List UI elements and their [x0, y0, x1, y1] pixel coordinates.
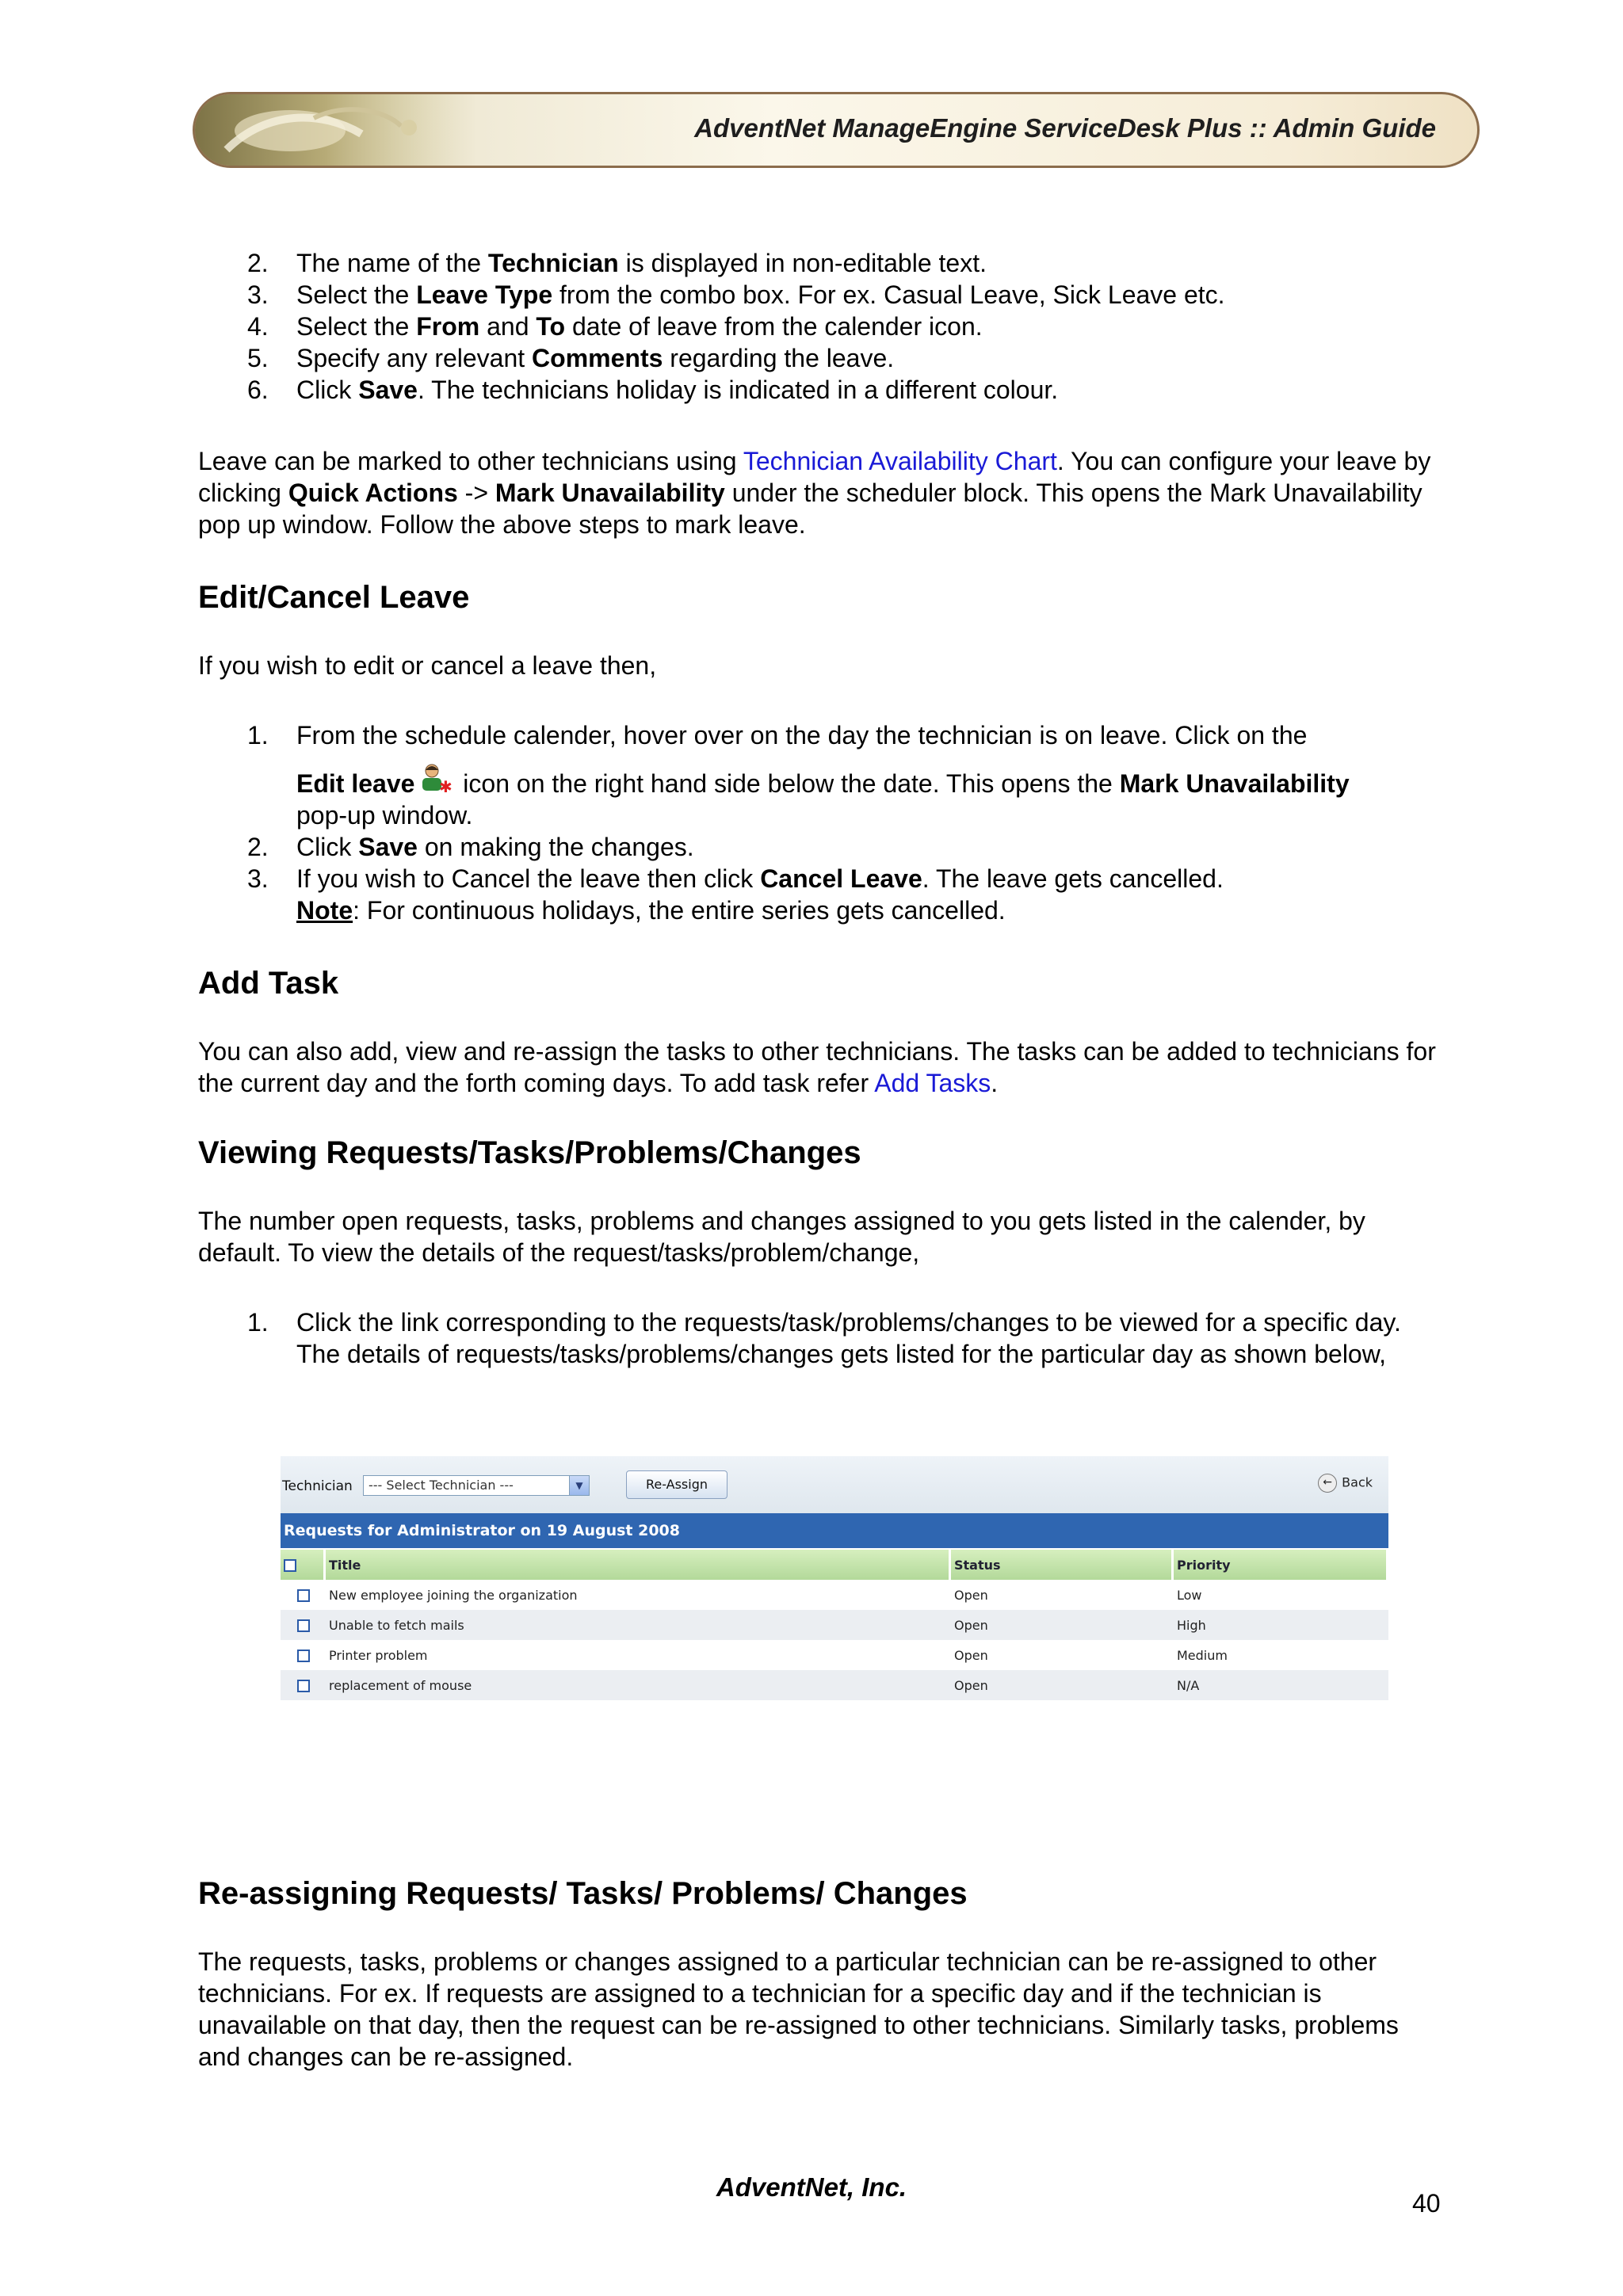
list-item: 4. Select the From and To date of leave from the calender icon.: [247, 312, 983, 341]
request-title[interactable]: Printer problem: [329, 1647, 428, 1663]
svg-text:✱: ✱: [439, 777, 453, 795]
edit-cancel-leave-heading: Edit/Cancel Leave: [198, 580, 470, 615]
request-priority: Medium: [1177, 1647, 1228, 1663]
request-status: Open: [954, 1587, 988, 1603]
request-status: Open: [954, 1647, 988, 1663]
add-task-paragraph: You can also add, view and re-assign the tasks to other technicians. The tasks can be added to technicians for the current day and the forth coming days. To add task refer Add Tasks.: [198, 1037, 1436, 1097]
request-title[interactable]: replacement of mouse: [326, 1670, 951, 1700]
requests-title-bar: Requests for Administrator on 19 August 2008: [281, 1513, 1388, 1548]
viewing-intro: The number open requests, tasks, problems and changes assigned to you gets listed in the calender, by default. To view the details of the request/tasks/problem/change,: [198, 1207, 1365, 1267]
add-task-heading: Add Task: [198, 966, 339, 1001]
request-title[interactable]: New employee joining the organization: [329, 1587, 578, 1603]
request-status: Open: [951, 1610, 1174, 1640]
reassigning-heading: Re-assigning Requests/ Tasks/ Problems/ Changes: [198, 1876, 968, 1911]
table-row: [281, 1640, 1388, 1670]
item-number: 3.: [247, 280, 269, 309]
chevron-down-icon: ▼: [569, 1476, 589, 1495]
list-item: 6. Click Save. The technicians holiday is indicated in a different colour.: [247, 376, 1059, 404]
viewing-steps: [198, 1306, 1446, 1370]
leave-marking-paragraph: Leave can be marked to other technicians using Technician Availability Chart. You can configure your leave by clicking Quick Actions -> Mark Unavailability under the scheduler block. This opens the Mark Unavailability pop up window. Follow the above steps to mark leave.: [198, 447, 1431, 539]
footer-company: AdventNet, Inc.: [716, 2172, 907, 2202]
note-label: Note: [296, 896, 353, 925]
list-item: 2. Click Save on making the changes.: [247, 833, 694, 861]
item-number: 6.: [247, 376, 269, 404]
mark-leave-steps: [198, 247, 1446, 406]
list-item: 1. Click the link corresponding to the requests/task/problems/changes to be viewed for a specific day. The details of requests/tasks/problems/changes gets listed for the particular day as shown below,: [247, 1308, 1401, 1368]
edit-cancel-intro: If you wish to edit or cancel a leave then,: [198, 651, 657, 680]
edit-leave-icon: [418, 761, 453, 795]
edit-cancel-steps: [198, 719, 1446, 926]
item-number: 5.: [247, 344, 269, 372]
row-checkbox[interactable]: [297, 1650, 310, 1662]
row-checkbox[interactable]: [297, 1589, 310, 1602]
banner-artwork: [195, 94, 456, 168]
list-item: 3. If you wish to Cancel the leave then click Cancel Leave. The leave gets cancelled. Note: For continuous holidays, the entire series gets cancelled.: [247, 864, 1224, 925]
row-checkbox[interactable]: [297, 1619, 310, 1632]
technician-availability-chart-link[interactable]: Technician Availability Chart: [743, 447, 1057, 475]
reassigning-paragraph: The requests, tasks, problems or changes assigned to a particular technician can be re-assigned to other technicians. For ex. If requests are assigned to a technician for a specific day and if the technician is unavailable on that day, then the request can be re-assigned to other technicians. Similarly tasks, problems and changes can be re-assigned.: [198, 1947, 1399, 2071]
requests-screenshot: [281, 1456, 1388, 1703]
item-number: 4.: [247, 312, 269, 341]
item-number: 3.: [247, 864, 269, 893]
request-title[interactable]: Unable to fetch mails: [326, 1610, 951, 1640]
list-item: 5. Specify any relevant Comments regarding the leave.: [247, 344, 895, 372]
item-number: 2.: [247, 833, 269, 861]
back-link[interactable]: ← Back: [1318, 1474, 1373, 1493]
item-number: 1.: [247, 1308, 269, 1337]
technician-label: Technician: [282, 1478, 353, 1494]
list-item: 1. From the schedule calender, hover over on the day the technician is on leave. Click on the Edit leave ✱ icon on the right hand side below the date. This opens the Mark Unavailability pop-up window.: [247, 721, 1350, 830]
table-row: [281, 1610, 1388, 1640]
list-item: 2. The name of the Technician is displayed in non-editable text.: [247, 249, 987, 277]
back-arrow-icon: ←: [1318, 1474, 1337, 1493]
reassign-button[interactable]: Re-Assign: [626, 1470, 727, 1499]
reassigning-section: [198, 1875, 1446, 2073]
column-header-title[interactable]: Title: [326, 1550, 951, 1580]
add-tasks-link[interactable]: Add Tasks: [874, 1069, 991, 1097]
header-banner: [193, 92, 1480, 168]
table-row: [281, 1670, 1388, 1700]
page-number: 40: [1412, 2189, 1441, 2218]
item-number: 1.: [247, 721, 269, 749]
row-checkbox[interactable]: [297, 1680, 310, 1692]
table-header-row: [281, 1550, 1388, 1580]
request-priority: High: [1174, 1610, 1388, 1640]
request-status: Open: [951, 1670, 1174, 1700]
column-header-priority[interactable]: Priority: [1174, 1550, 1388, 1580]
select-all-cell: [281, 1550, 326, 1580]
column-header-status[interactable]: Status: [951, 1550, 1174, 1580]
viewing-heading: Viewing Requests/Tasks/Problems/Changes: [198, 1135, 861, 1170]
select-all-checkbox[interactable]: [284, 1559, 296, 1572]
request-priority: Low: [1177, 1587, 1202, 1603]
request-priority: N/A: [1174, 1670, 1388, 1700]
screenshot-toolbar: [281, 1456, 1388, 1513]
technician-select[interactable]: --- Select Technician --- ▼: [363, 1475, 590, 1496]
page-content: [198, 247, 1446, 1370]
list-item: 3. Select the Leave Type from the combo box. For ex. Casual Leave, Sick Leave etc.: [247, 280, 1225, 309]
table-row: [281, 1580, 1388, 1610]
item-number: 2.: [247, 249, 269, 277]
requests-table: [281, 1550, 1388, 1700]
guide-title: AdventNet ManageEngine ServiceDesk Plus :: Admin Guide: [694, 113, 1436, 143]
